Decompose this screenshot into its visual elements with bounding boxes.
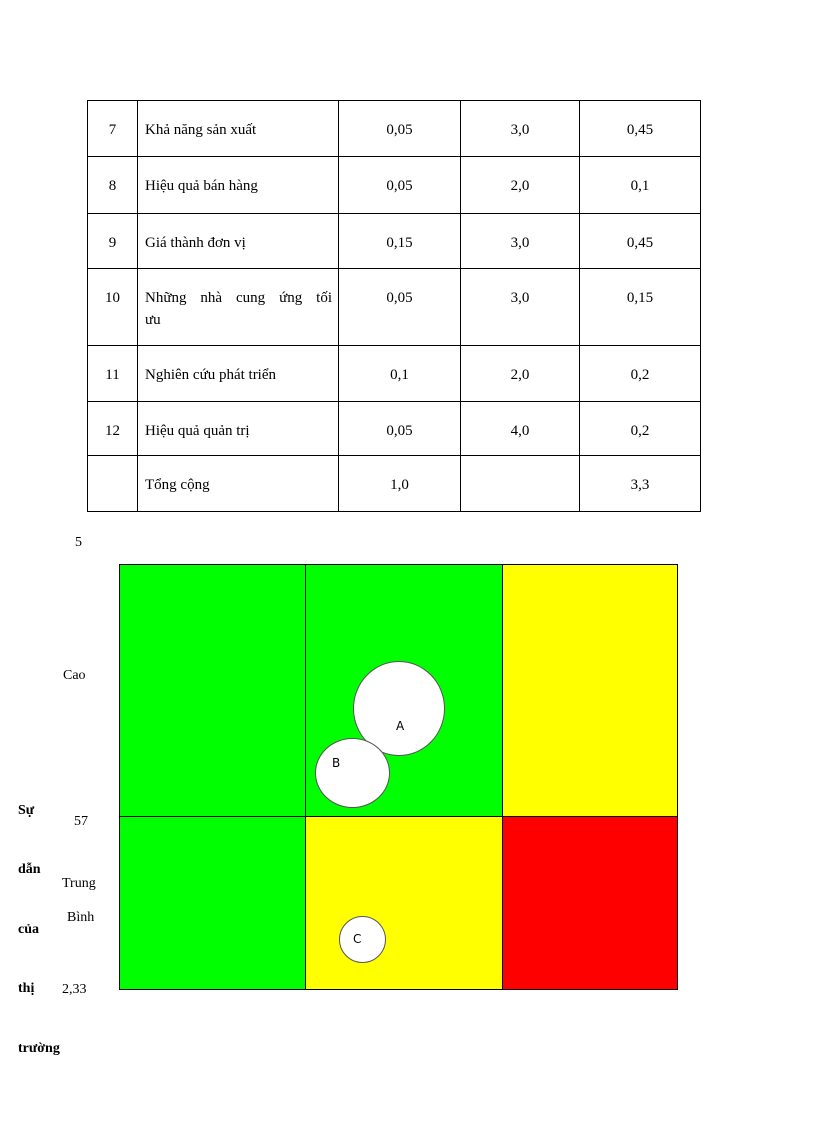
total-weight: 1,0 [339,456,461,512]
y-axis-bottom-value: 2,33 [62,982,87,997]
table-row [88,269,701,346]
circle-label: C [353,932,362,946]
row-number: 12 [88,402,138,456]
row-number: 8 [88,157,138,214]
table-row [88,157,701,214]
total-label: Tổng cộng [138,456,339,512]
score-cell: 3,0 [461,269,580,346]
weight-cell: 0,1 [339,346,461,402]
weight-cell: 0,05 [339,101,461,157]
factor-cell: Nghiên cứu phát triển [138,346,339,402]
score-cell: 2,0 [461,346,580,402]
factor-cell: Khả năng sản xuất [138,101,339,157]
matrix-cell-bottom-left [119,816,306,990]
table-total-row [88,456,701,512]
y-axis-high-label: Cao [63,668,86,683]
circle-label: A [396,719,405,733]
table-row [88,101,701,157]
row-number: 9 [88,214,138,269]
weighted-score-cell: 0,45 [580,214,701,269]
weighted-score-cell: 0,1 [580,157,701,214]
axis-title-word: thị [18,981,35,996]
weight-cell: 0,15 [339,214,461,269]
axis-title-word: Sự [18,803,35,818]
matrix-cell-bottom-middle [305,816,503,990]
score-cell: 4,0 [461,402,580,456]
matrix-cell-top-left [119,564,306,817]
position-circle-c [339,916,386,963]
factor-table [87,100,701,512]
weighted-score-cell: 0,2 [580,346,701,402]
y-axis-mid-value: 57 [74,814,88,829]
table-row [88,402,701,456]
axis-title-word: của [18,922,39,937]
circle-label: B [332,756,341,770]
score-cell: 3,0 [461,101,580,157]
position-circle-b [315,738,390,808]
factor-cell: Hiệu quả quản trị [138,402,339,456]
factor-cell: Những nhà cung ứng tối ưu [138,269,339,346]
weight-cell: 0,05 [339,157,461,214]
row-number: 10 [88,269,138,346]
matrix-cell-bottom-right [502,816,678,990]
y-axis-medium-label-line1: Trung [62,876,96,891]
row-number [88,456,138,512]
axis-title-word: dẫn [18,862,41,877]
score-cell: 2,0 [461,157,580,214]
weighted-score-cell: 0,45 [580,101,701,157]
weight-cell: 0,05 [339,402,461,456]
matrix-cell-top-right [502,564,678,817]
y-axis-top-value: 5 [75,535,82,550]
score-cell: 3,0 [461,214,580,269]
row-number: 7 [88,101,138,157]
total-weighted-score: 3,3 [580,456,701,512]
weighted-score-cell: 0,2 [580,402,701,456]
weight-cell: 0,05 [339,269,461,346]
table-row [88,214,701,269]
strategy-matrix [119,564,678,990]
factor-cell: Hiệu quả bán hàng [138,157,339,214]
axis-title-word: trường [18,1041,60,1056]
factor-cell: Giá thành đơn vị [138,214,339,269]
total-score [461,456,580,512]
weighted-score-cell: 0,15 [580,269,701,346]
y-axis-medium-label-line2: Bình [67,910,95,925]
row-number: 11 [88,346,138,402]
table-row [88,346,701,402]
